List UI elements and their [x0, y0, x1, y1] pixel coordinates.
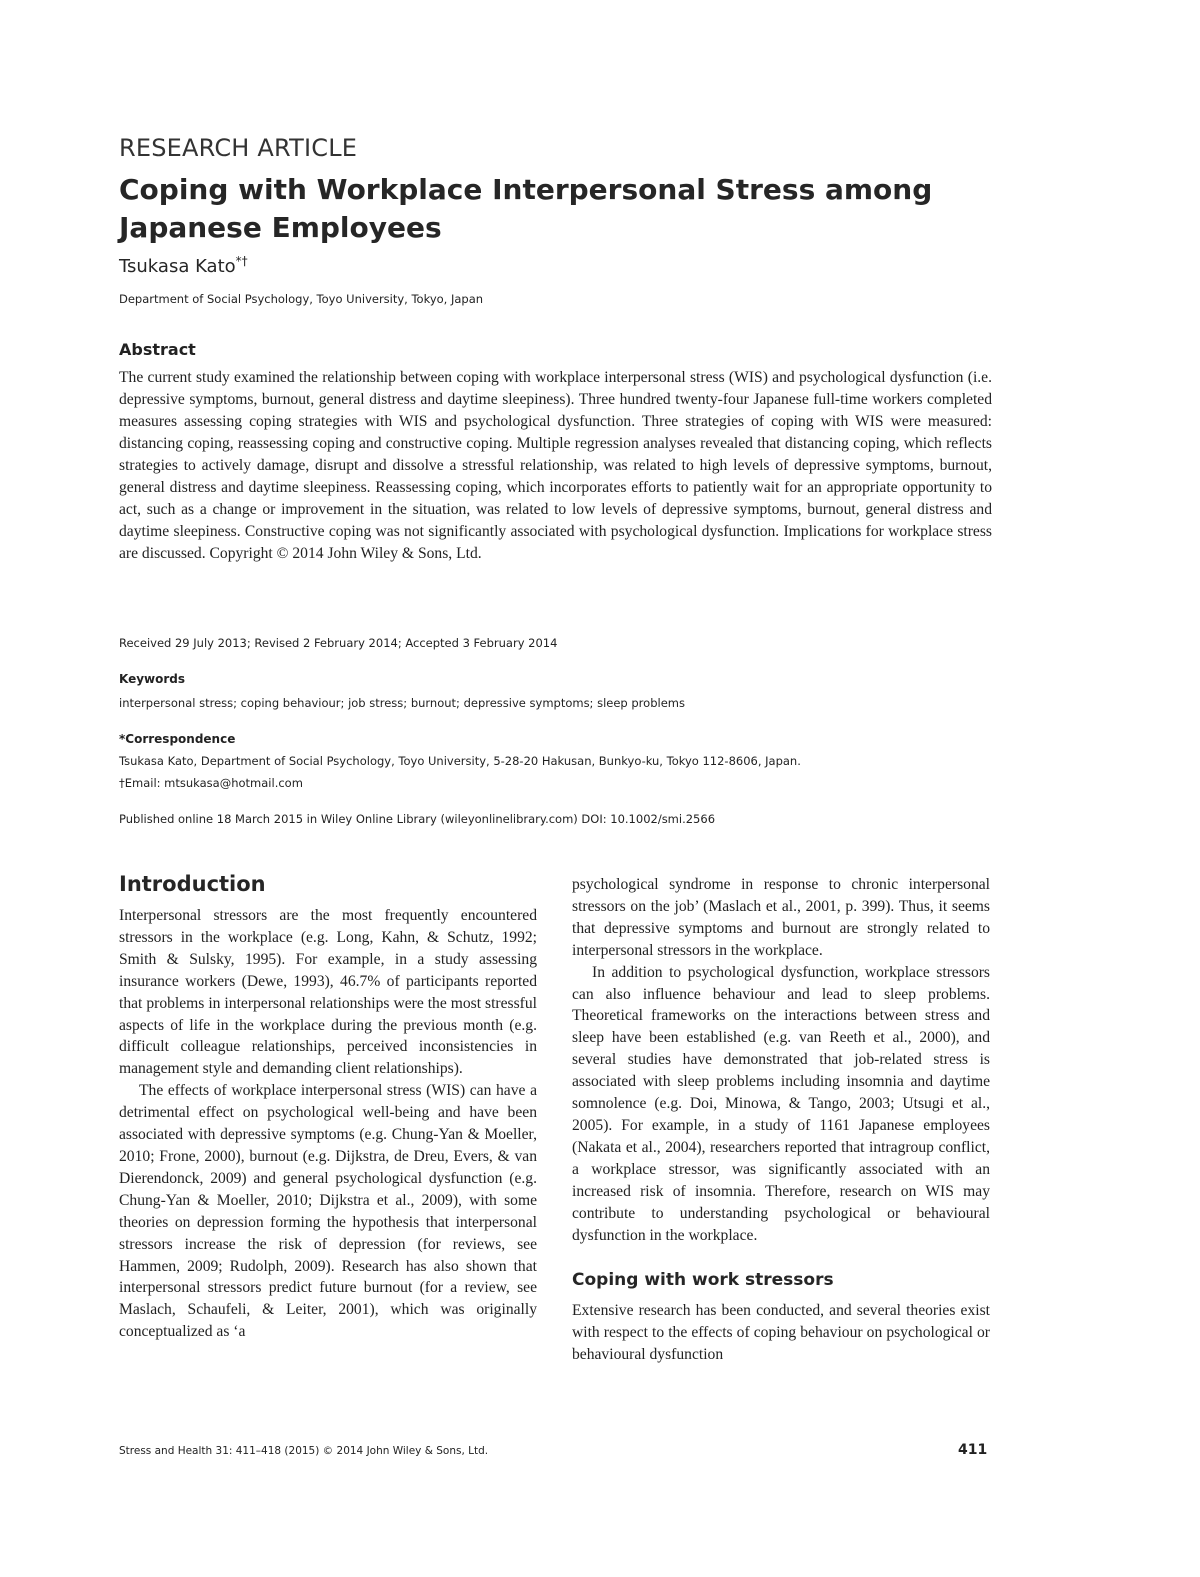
section-label: RESEARCH ARTICLE [119, 134, 358, 162]
footer-citation: Stress and Health 31: 411–418 (2015) © 2014 John Wiley & Sons, Ltd. [119, 1445, 489, 1457]
correspondence-text: Tsukasa Kato, Department of Social Psychology, Toyo University, 5-28-20 Hakusan, Bunkyo-ku, Tokyo 112-8606, Japan. [119, 754, 801, 768]
intro-paragraph-3: psychological syndrome in response to chronic interpersonal stressors on the job’ (Maslach et al., 2001, p. 399). Thus, it seems that depressive symptoms and burnout are strongly related to interpersonal stressors in the workplace. [572, 876, 990, 959]
right-column [572, 874, 990, 1366]
article-dates: Received 29 July 2013; Revised 2 February 2014; Accepted 3 February 2014 [119, 636, 558, 650]
article-title: Coping with Workplace Interpersonal Stress among Japanese Employees [119, 173, 933, 244]
author-line [119, 254, 248, 277]
coping-subheading: Coping with work stressors [572, 1270, 834, 1291]
author-marks: *† [235, 254, 248, 268]
correspondence-heading: *Correspondence [119, 732, 236, 746]
intro-paragraph-2: The effects of workplace interpersonal stress (WIS) can have a detrimental effect on psychological well-being and have been associated with depressive symptoms (e.g. Chung-Yan & Moeller, 2010; Frone, 2000), burnout (e.g. Dijkstra, de Dreu, Evers, & van Dierendonck, 2009) and general psychological dysfunction (e.g. Chung-Yan & Moeller, 2010; Dijkstra et al., 2009), with some theories on depression forming the hypothesis that interpersonal stressors increase the risk of depression (for reviews, see Hammen, 2009; Rudolph, 2009). Research has also shown that interpersonal stressors predict future burnout (for a review, see Maslach, Schaufeli, & Leiter, 2001), which was originally conceptualized as ‘a [119, 1082, 537, 1341]
abstract-text: The current study examined the relationship between coping with workplace interpersonal stress (WIS) and psychological dysfunction (i.e. depressive symptoms, burnout, general distress and daytime sleepiness). Three hundred twenty-four Japanese full-time workers completed measures assessing coping strategies with WIS and psychological dysfunction. Three strategies of coping with WIS were measured: distancing coping, reassessing coping and constructive coping. Multiple regression analyses revealed that distancing coping, which reflects strategies to actively damage, disrupt and dissolve a stressful relationship, was related to high levels of depressive symptoms, burnout, general distress and daytime sleepiness. Reassessing coping, which incorporates efforts to patiently wait for an appropriate opportunity to act, such as a change or improvement in the situation, was related to low levels of depressive symptoms, burnout, general distress and daytime sleepiness. Constructive coping was not significantly associated with psychological dysfunction. Implications for workplace stress are discussed. Copyright © 2014 John Wiley & Sons, Ltd. [119, 369, 992, 562]
intro-paragraph-4: In addition to psychological dysfunction, workplace stressors can also influence behaviour and lead to sleep problems. Theoretical frameworks on the interactions between stress and sleep have been established (e.g. van Reeth et al., 2000), and several studies have demonstrated that job-related stress is associated with sleep problems including insomnia and daytime somnolence (e.g. Doi, Minowa, & Tango, 2003; Utsugi et al., 2005). For example, in a study of 1161 Japanese employees (Nakata et al., 2004), researchers reported that intragroup conflict, a workplace stressor, was significantly associated with an increased risk of insomnia. Therefore, research on WIS may contribute to understanding psychological or behavioural dysfunction in the workplace. [572, 963, 990, 1244]
introduction-heading: Introduction [119, 872, 266, 896]
published-info: Published online 18 March 2015 in Wiley Online Library (wileyonlinelibrary.com) DOI: 10.1002/smi.2566 [119, 812, 716, 826]
page-number: 411 [958, 1442, 988, 1458]
left-column [119, 905, 537, 1343]
correspondence-email: †Email: mtsukasa@hotmail.com [119, 776, 303, 790]
keywords-heading: Keywords [119, 672, 186, 686]
affiliation: Department of Social Psychology, Toyo University, Tokyo, Japan [119, 292, 484, 306]
keywords-list: interpersonal stress; coping behaviour; job stress; burnout; depressive symptoms; sleep problems [119, 696, 685, 710]
author-name: Tsukasa Kato [119, 256, 236, 277]
intro-paragraph-1: Interpersonal stressors are the most frequently encountered stressors in the workplace (e.g. Long, Kahn, & Schutz, 1992; Smith & Sulsky, 1995). For example, in a study assessing insurance workers (Dewe, 1993), 46.7% of participants reported that problems in interpersonal relationships were the most stressful aspects of life in the workplace during the previous month (e.g. difficult colleague relationships, perceived inconsistencies in management style and demanding client relationships). [119, 907, 537, 1078]
coping-paragraph-1: Extensive research has been conducted, and several theories exist with respect to the effects of coping behaviour on psychological or behavioural dysfunction [572, 1302, 990, 1364]
abstract-heading: Abstract [119, 340, 196, 359]
